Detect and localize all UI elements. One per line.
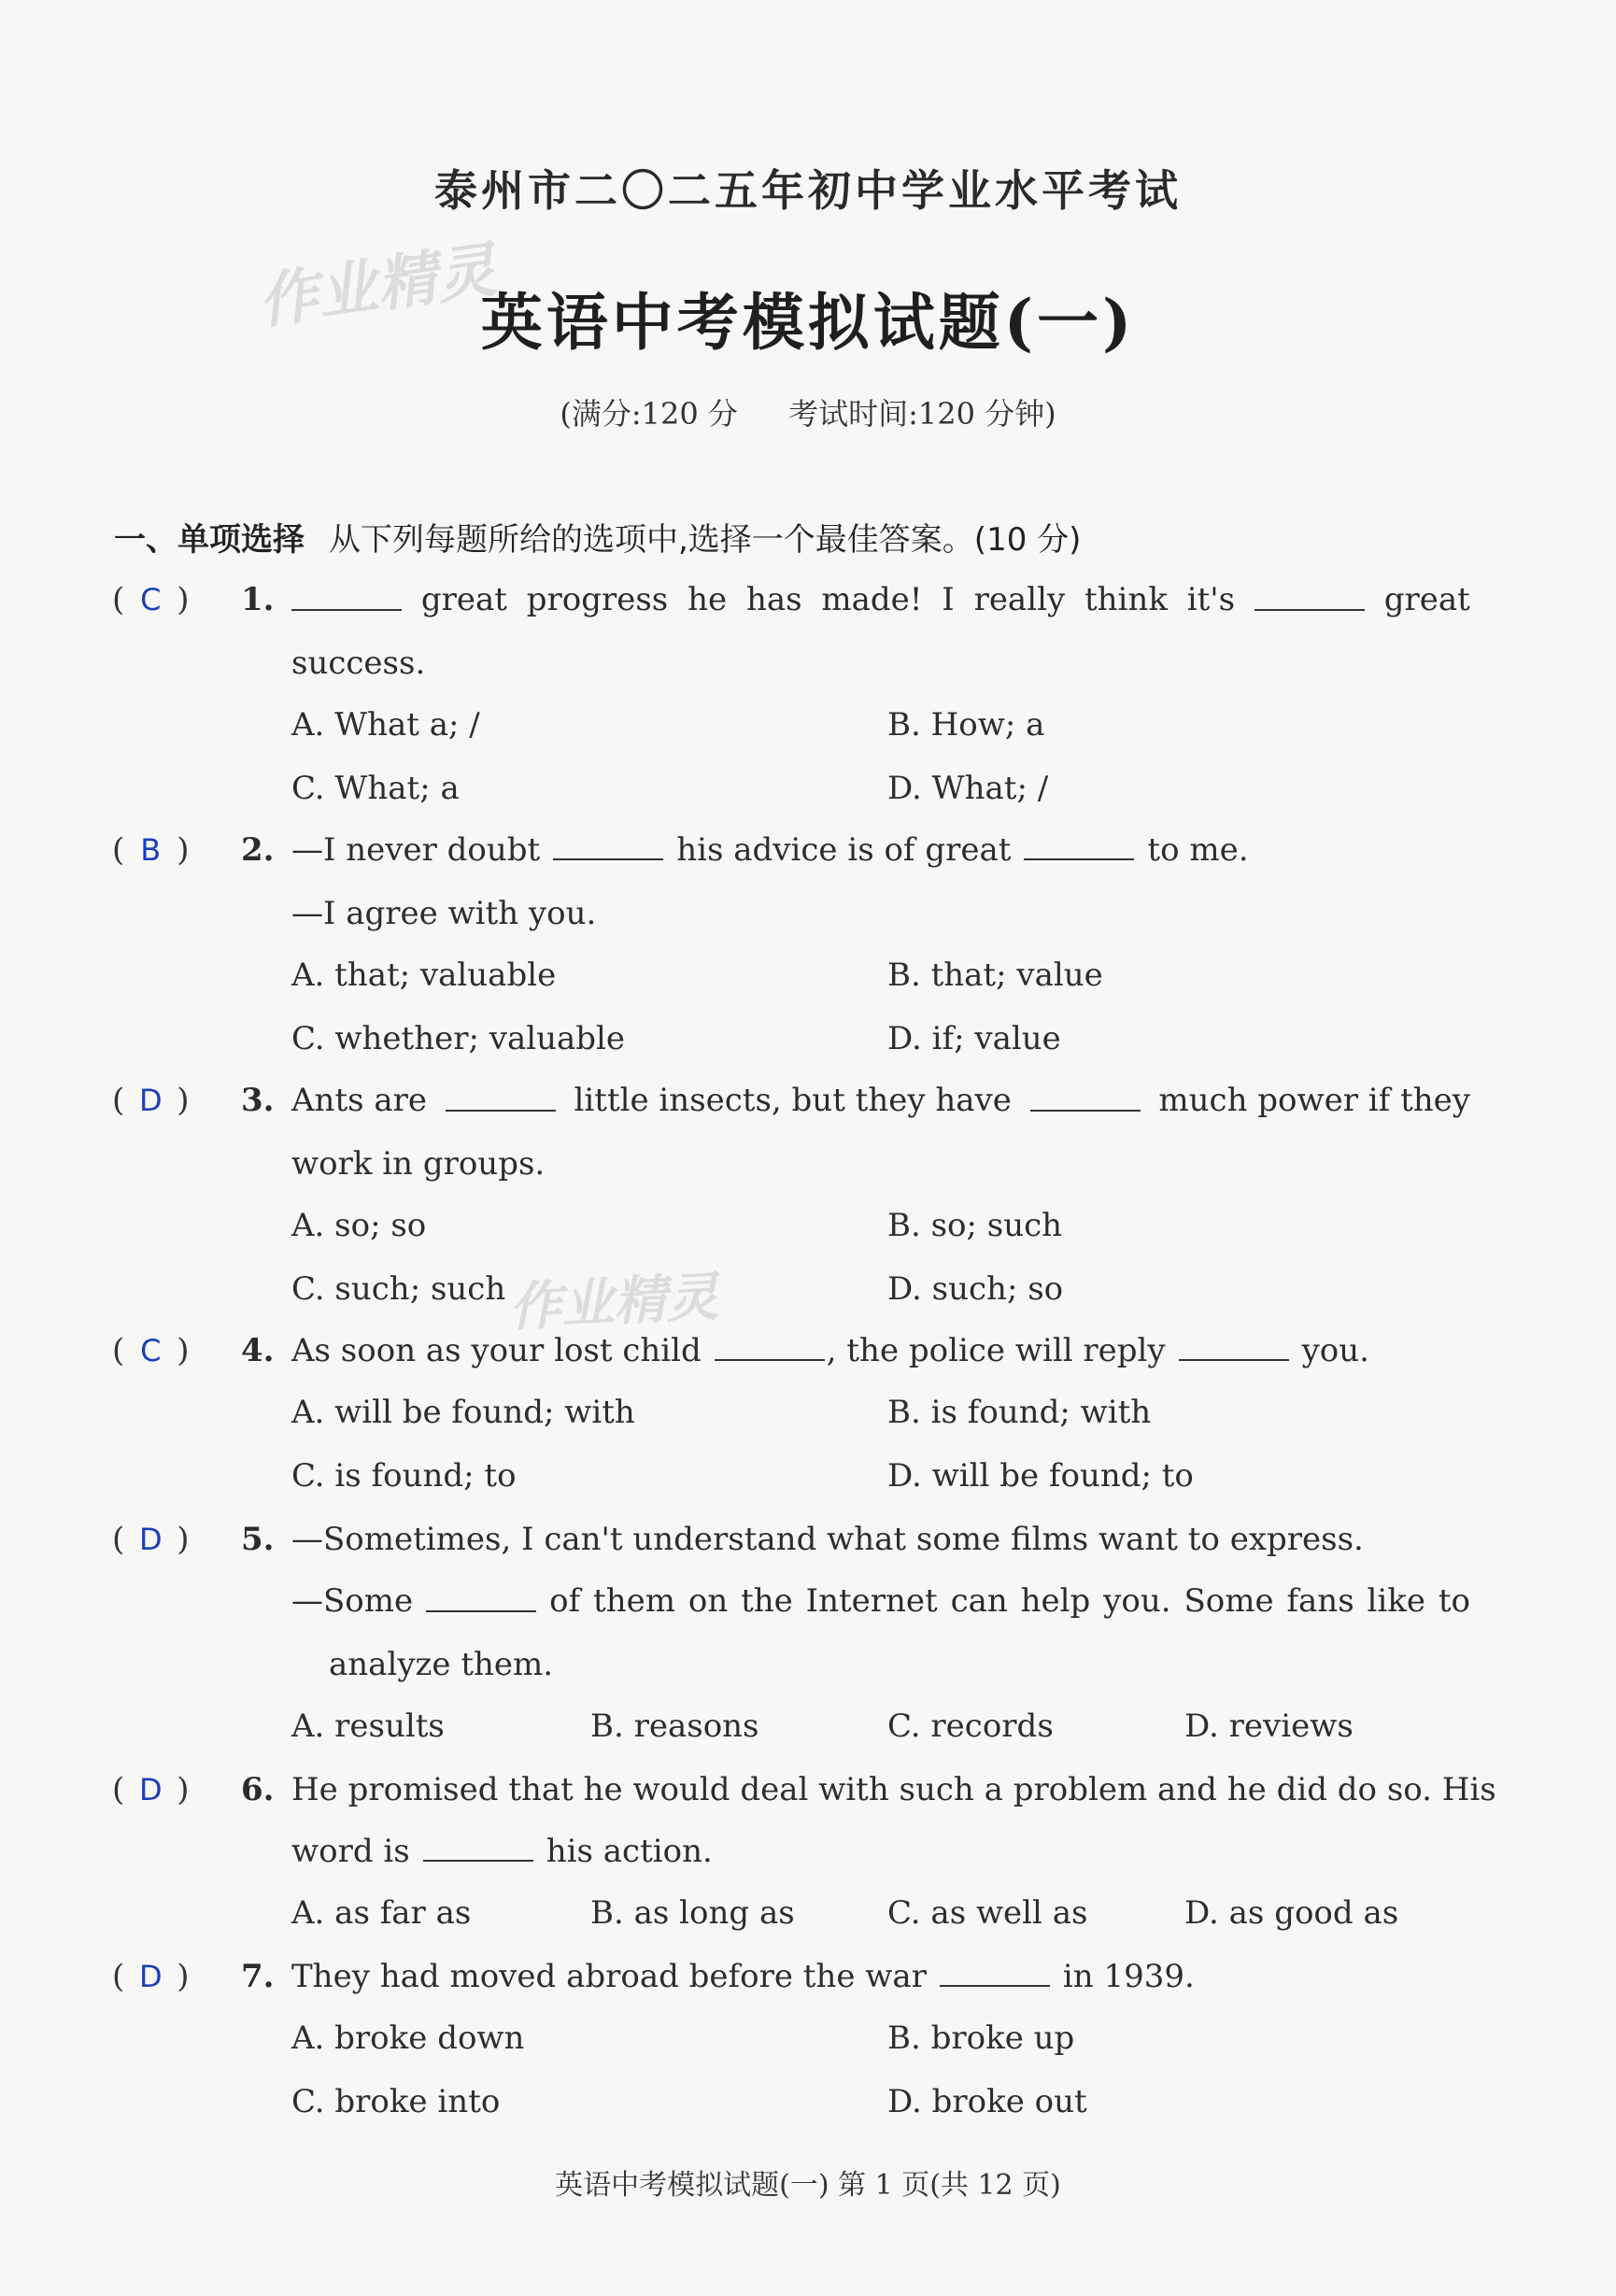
question-text: success. bbox=[291, 645, 426, 682]
section-title: 一、单项选择 bbox=[114, 521, 305, 559]
text: much power if they bbox=[1158, 1082, 1470, 1119]
text: of them on the Internet can help you. Some fans like to bbox=[549, 1582, 1470, 1620]
answer-mark: D bbox=[138, 1083, 163, 1118]
question-number: 7. bbox=[241, 1958, 275, 1995]
blank bbox=[423, 1834, 533, 1862]
page-footer: 英语中考模拟试题(一) 第 1 页(共 12 页) bbox=[555, 2169, 1061, 2202]
question-text: —I agree with you. bbox=[291, 895, 597, 932]
blank bbox=[446, 1082, 556, 1112]
word: great bbox=[420, 581, 507, 618]
answer-slot: ( B ) bbox=[112, 831, 190, 869]
text: you. bbox=[1301, 1332, 1369, 1369]
option-a: A. as far as bbox=[291, 1894, 472, 1932]
answer-mark: D bbox=[138, 1772, 163, 1807]
answer-slot: ( C ) bbox=[112, 1332, 190, 1369]
answer-mark: C bbox=[140, 582, 162, 617]
word: think bbox=[1084, 581, 1168, 618]
answer-slot: ( D ) bbox=[112, 1958, 190, 1995]
text: —Some bbox=[291, 1582, 414, 1620]
blank bbox=[291, 581, 402, 611]
question-text bbox=[291, 1833, 713, 1870]
question-number: 6. bbox=[241, 1771, 275, 1808]
option-d: D. if; value bbox=[887, 1020, 1061, 1057]
option-a: A. that; valuable bbox=[291, 957, 557, 994]
score-info: (满分:120 分 bbox=[560, 396, 738, 432]
text: little insects, but they have bbox=[574, 1082, 1012, 1119]
option-a: A. will be found; with bbox=[291, 1394, 635, 1431]
question-text: —Sometimes, I can't understand what some films want to express. bbox=[291, 1521, 1364, 1558]
option-b: B. so; such bbox=[887, 1207, 1063, 1244]
word: great bbox=[1383, 581, 1470, 618]
word: has bbox=[745, 581, 802, 618]
question-number: 1. bbox=[241, 581, 275, 618]
question-text bbox=[291, 831, 1249, 869]
blank bbox=[553, 832, 663, 860]
text: his action. bbox=[546, 1833, 713, 1870]
blank bbox=[1024, 832, 1134, 860]
answer-mark: D bbox=[138, 1522, 163, 1557]
option-d: D. as good as bbox=[1184, 1894, 1399, 1932]
option-c: C. is found; to bbox=[291, 1457, 517, 1495]
option-b: B. as long as bbox=[590, 1894, 795, 1932]
text: to me. bbox=[1147, 831, 1249, 869]
blank bbox=[1030, 1082, 1141, 1112]
word: he bbox=[688, 581, 728, 618]
option-c: C. whether; valuable bbox=[291, 1020, 626, 1057]
section-instruction: 从下列每题所给的选项中,选择一个最佳答案。(10 分) bbox=[329, 521, 1082, 559]
option-c: C. such; such bbox=[291, 1270, 506, 1308]
answer-mark: B bbox=[140, 832, 162, 868]
question-number: 4. bbox=[241, 1332, 275, 1369]
answer-mark: C bbox=[140, 1333, 162, 1368]
option-d: D. What; / bbox=[887, 770, 1049, 807]
option-a: A. broke down bbox=[291, 2020, 525, 2057]
blank bbox=[426, 1582, 536, 1612]
option-d: D. broke out bbox=[887, 2083, 1087, 2120]
word: it's bbox=[1186, 581, 1236, 618]
answer-slot: ( D ) bbox=[112, 1082, 190, 1119]
text: his advice is of great bbox=[676, 831, 1012, 869]
watermark: 作业精灵 bbox=[507, 1267, 720, 1339]
text: , the police will reply bbox=[826, 1332, 1166, 1369]
answer-slot: ( C ) bbox=[112, 581, 190, 618]
blank bbox=[1255, 581, 1365, 611]
option-a: A. so; so bbox=[291, 1207, 427, 1244]
option-a: A. What a; / bbox=[291, 706, 480, 744]
option-c: C. What; a bbox=[291, 770, 460, 807]
watermark: 作业精灵 bbox=[253, 235, 501, 338]
text: word is bbox=[291, 1833, 410, 1870]
option-b: B. broke up bbox=[887, 2020, 1075, 2057]
word: progress bbox=[526, 581, 669, 618]
answer-slot: ( D ) bbox=[112, 1771, 190, 1808]
question-text bbox=[291, 581, 1470, 618]
question-text bbox=[291, 1332, 1369, 1369]
option-b: B. that; value bbox=[887, 957, 1103, 994]
option-c: C. records bbox=[887, 1708, 1054, 1745]
option-c: C. as well as bbox=[887, 1894, 1088, 1932]
question-number: 2. bbox=[241, 831, 275, 869]
question-number: 3. bbox=[241, 1082, 275, 1119]
blank bbox=[715, 1333, 825, 1361]
blank bbox=[940, 1959, 1050, 1987]
question-text: He promised that he would deal with such a problem and he did do so. His bbox=[291, 1771, 1496, 1808]
word: I bbox=[942, 581, 955, 618]
exam-info bbox=[0, 390, 1616, 433]
question-text bbox=[291, 1082, 1470, 1119]
page-title: 英语中考模拟试题(一) bbox=[480, 286, 1136, 359]
question-number: 5. bbox=[241, 1521, 275, 1558]
word: made! bbox=[821, 581, 923, 618]
question-text: work in groups. bbox=[291, 1145, 546, 1183]
question-text: analyze them. bbox=[329, 1646, 554, 1683]
text: —I never doubt bbox=[291, 831, 541, 869]
question-text bbox=[291, 1958, 1195, 1995]
option-b: B. How; a bbox=[887, 706, 1045, 744]
option-c: C. broke into bbox=[291, 2083, 501, 2120]
text: Ants are bbox=[291, 1082, 428, 1119]
option-d: D. such; so bbox=[887, 1270, 1064, 1308]
blank bbox=[1179, 1333, 1289, 1361]
text: As soon as your lost child bbox=[291, 1332, 702, 1369]
section-heading bbox=[114, 514, 1081, 560]
answer-slot: ( D ) bbox=[112, 1521, 190, 1558]
option-d: D. reviews bbox=[1184, 1708, 1354, 1745]
option-d: D. will be found; to bbox=[887, 1457, 1194, 1495]
question-text bbox=[291, 1582, 1470, 1620]
exam-name: 泰州市二〇二五年初中学业水平考试 bbox=[434, 165, 1182, 216]
option-b: B. is found; with bbox=[887, 1394, 1152, 1431]
option-a: A. results bbox=[291, 1708, 445, 1745]
text: They had moved abroad before the war bbox=[291, 1958, 927, 1995]
answer-mark: D bbox=[138, 1959, 163, 1994]
time-info: 考试时间:120 分钟) bbox=[788, 396, 1056, 432]
word: really bbox=[973, 581, 1066, 618]
text: in 1939. bbox=[1062, 1958, 1195, 1995]
option-b: B. reasons bbox=[590, 1708, 759, 1745]
